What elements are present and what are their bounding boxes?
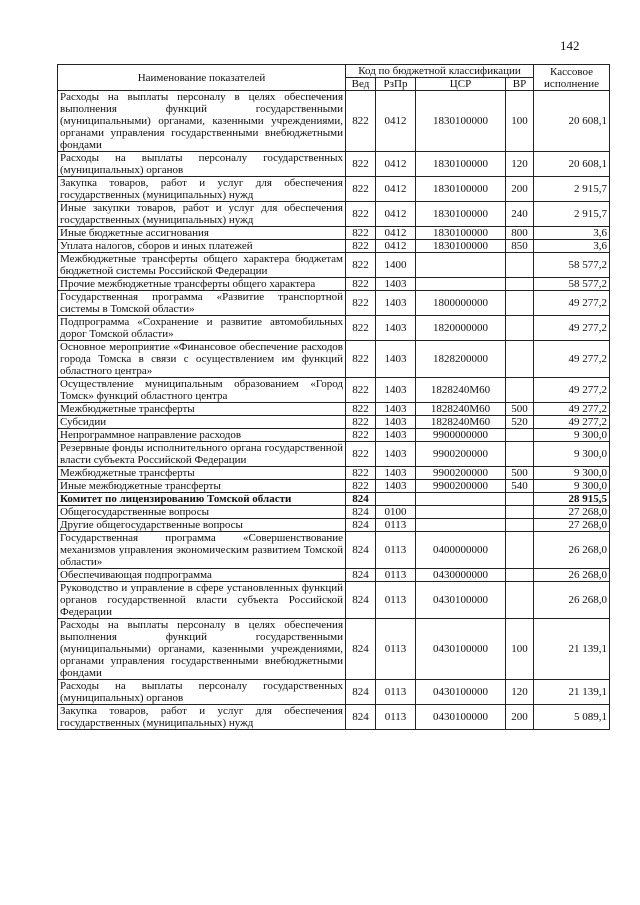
row-vr [506, 493, 534, 506]
row-csr: 0400000000 [416, 532, 506, 569]
table-row [58, 152, 610, 177]
row-vr: 500 [506, 403, 534, 416]
row-amount: 58 577,2 [534, 278, 610, 291]
row-csr: 1830100000 [416, 240, 506, 253]
row-rzpr [376, 493, 416, 506]
row-csr: 1828240М60 [416, 403, 506, 416]
row-rzpr: 0113 [376, 619, 416, 680]
row-name: Непрограммное направление расходов [58, 429, 346, 442]
row-ved: 824 [346, 619, 376, 680]
row-ved: 822 [346, 291, 376, 316]
row-name: Подпрограмма «Сохранение и развитие автомобильных дорог Томской области» [58, 316, 346, 341]
row-vr [506, 253, 534, 278]
row-rzpr: 0113 [376, 569, 416, 582]
row-csr: 0430000000 [416, 569, 506, 582]
row-name: Субсидии [58, 416, 346, 429]
row-csr: 1820000000 [416, 316, 506, 341]
row-rzpr: 1403 [376, 429, 416, 442]
row-csr: 0430100000 [416, 705, 506, 730]
row-rzpr: 1403 [376, 467, 416, 480]
row-ved: 822 [346, 91, 376, 152]
row-rzpr: 0412 [376, 177, 416, 202]
row-ved: 824 [346, 705, 376, 730]
header-rzpr: РзПр [376, 78, 416, 91]
row-ved: 824 [346, 569, 376, 582]
row-name: Иные закупки товаров, работ и услуг для обеспечения государственных (муниципальных) нужд [58, 202, 346, 227]
row-amount: 9 300,0 [534, 429, 610, 442]
row-amount: 49 277,2 [534, 403, 610, 416]
row-ved: 824 [346, 493, 376, 506]
table-row [58, 480, 610, 493]
row-name: Резервные фонды исполнительного органа государственной власти субъекта Российской Федерации [58, 442, 346, 467]
row-csr: 1830100000 [416, 177, 506, 202]
row-csr: 0430100000 [416, 619, 506, 680]
row-name: Руководство и управление в сфере установленных функций органов государственной власти субъекта Российской Федерации [58, 582, 346, 619]
row-ved: 822 [346, 253, 376, 278]
row-amount: 20 608,1 [534, 152, 610, 177]
row-ved: 822 [346, 467, 376, 480]
row-name: Иные бюджетные ассигнования [58, 227, 346, 240]
row-ved: 822 [346, 480, 376, 493]
row-csr: 1830100000 [416, 202, 506, 227]
row-csr: 1830100000 [416, 91, 506, 152]
row-csr [416, 278, 506, 291]
row-vr [506, 291, 534, 316]
row-amount: 26 268,0 [534, 582, 610, 619]
row-vr: 120 [506, 680, 534, 705]
row-vr: 850 [506, 240, 534, 253]
table-row [58, 506, 610, 519]
row-ved: 822 [346, 429, 376, 442]
row-ved: 822 [346, 341, 376, 378]
row-rzpr: 1403 [376, 416, 416, 429]
row-amount: 9 300,0 [534, 467, 610, 480]
row-name: Основное мероприятие «Финансовое обеспечение расходов города Томска в связи с осуществлением им функций областного центра» [58, 341, 346, 378]
row-name: Общегосударственные вопросы [58, 506, 346, 519]
row-vr [506, 582, 534, 619]
row-rzpr: 0113 [376, 582, 416, 619]
row-amount: 2 915,7 [534, 202, 610, 227]
row-amount: 2 915,7 [534, 177, 610, 202]
row-amount: 49 277,2 [534, 316, 610, 341]
budget-table [57, 64, 610, 730]
row-amount: 5 089,1 [534, 705, 610, 730]
row-amount: 49 277,2 [534, 416, 610, 429]
row-rzpr: 0412 [376, 152, 416, 177]
header-code-group: Код по бюджетной классификации [346, 65, 534, 78]
table-row [58, 582, 610, 619]
row-csr: 1830100000 [416, 227, 506, 240]
row-amount: 20 608,1 [534, 91, 610, 152]
table-row [58, 378, 610, 403]
row-csr: 1800000000 [416, 291, 506, 316]
row-amount: 27 268,0 [534, 506, 610, 519]
row-name: Комитет по лицензированию Томской области [58, 493, 346, 506]
row-vr: 540 [506, 480, 534, 493]
row-rzpr: 0412 [376, 202, 416, 227]
row-name: Другие общегосударственные вопросы [58, 519, 346, 532]
row-ved: 824 [346, 680, 376, 705]
row-rzpr: 0113 [376, 532, 416, 569]
row-name: Закупка товаров, работ и услуг для обеспечения государственных (муниципальных) нужд [58, 705, 346, 730]
row-vr: 200 [506, 705, 534, 730]
row-name: Иные межбюджетные трансферты [58, 480, 346, 493]
row-rzpr: 0113 [376, 519, 416, 532]
row-name: Расходы на выплаты персоналу государственных (муниципальных) органов [58, 152, 346, 177]
row-csr: 9900000000 [416, 429, 506, 442]
table-row [58, 519, 610, 532]
row-ved: 824 [346, 506, 376, 519]
row-amount: 27 268,0 [534, 519, 610, 532]
row-vr: 120 [506, 152, 534, 177]
row-vr [506, 442, 534, 467]
row-rzpr: 0412 [376, 91, 416, 152]
row-csr [416, 506, 506, 519]
row-amount: 26 268,0 [534, 569, 610, 582]
row-amount: 21 139,1 [534, 680, 610, 705]
row-ved: 822 [346, 442, 376, 467]
table-row [58, 291, 610, 316]
row-name: Государственная программа «Развитие транспортной системы в Томской области» [58, 291, 346, 316]
row-csr: 9900200000 [416, 442, 506, 467]
row-rzpr: 1403 [376, 378, 416, 403]
row-ved: 822 [346, 316, 376, 341]
row-rzpr: 0412 [376, 227, 416, 240]
row-name: Государственная программа «Совершенствование механизмов управления экономическим развитием Томской области» [58, 532, 346, 569]
row-name: Расходы на выплаты персоналу в целях обеспечения выполнения функций государственными (муниципальными) органами, казенными учреждениями, органами управления государственными внебюджетными фондами [58, 91, 346, 152]
row-ved: 822 [346, 177, 376, 202]
table-row [58, 467, 610, 480]
row-vr: 100 [506, 619, 534, 680]
row-name: Прочие межбюджетные трансферты общего характера [58, 278, 346, 291]
row-rzpr: 0100 [376, 506, 416, 519]
row-vr [506, 519, 534, 532]
row-csr: 1830100000 [416, 152, 506, 177]
row-amount: 9 300,0 [534, 480, 610, 493]
row-rzpr: 1403 [376, 291, 416, 316]
row-rzpr: 0412 [376, 240, 416, 253]
row-amount: 26 268,0 [534, 532, 610, 569]
row-vr: 500 [506, 467, 534, 480]
row-name: Расходы на выплаты персоналу государственных (муниципальных) органов [58, 680, 346, 705]
row-rzpr: 1400 [376, 253, 416, 278]
row-name: Межбюджетные трансферты [58, 403, 346, 416]
row-vr [506, 532, 534, 569]
row-csr: 0430100000 [416, 582, 506, 619]
row-name: Расходы на выплаты персоналу в целях обеспечения выполнения функций государственными (муниципальными) органами, казенными учреждениями, органами управления государственными внебюджетными фондами [58, 619, 346, 680]
table-body [58, 91, 610, 730]
table-row [58, 403, 610, 416]
row-rzpr: 1403 [376, 341, 416, 378]
row-vr [506, 341, 534, 378]
row-name: Межбюджетные трансферты общего характера бюджетам бюджетной системы Российской Федерации [58, 253, 346, 278]
row-vr: 100 [506, 91, 534, 152]
row-amount: 21 139,1 [534, 619, 610, 680]
table-row [58, 532, 610, 569]
table-row [58, 253, 610, 278]
row-ved: 824 [346, 532, 376, 569]
table-row [58, 680, 610, 705]
table-row [58, 569, 610, 582]
row-vr [506, 429, 534, 442]
row-rzpr: 0113 [376, 705, 416, 730]
row-amount: 3,6 [534, 227, 610, 240]
table-row [58, 316, 610, 341]
row-csr: 9900200000 [416, 467, 506, 480]
row-csr: 1828240М60 [416, 416, 506, 429]
row-ved: 822 [346, 227, 376, 240]
row-csr [416, 519, 506, 532]
row-ved: 824 [346, 519, 376, 532]
row-rzpr: 1403 [376, 316, 416, 341]
row-amount: 49 277,2 [534, 341, 610, 378]
header-name: Наименование показателей [58, 65, 346, 91]
row-name: Межбюджетные трансферты [58, 467, 346, 480]
table-row [58, 416, 610, 429]
row-vr: 200 [506, 177, 534, 202]
row-vr [506, 569, 534, 582]
table-row [58, 705, 610, 730]
row-vr [506, 278, 534, 291]
row-amount: 58 577,2 [534, 253, 610, 278]
row-csr: 1828240М60 [416, 378, 506, 403]
page-number: 142 [560, 38, 580, 53]
table-row [58, 619, 610, 680]
row-ved: 822 [346, 152, 376, 177]
header-vr: ВР [506, 78, 534, 91]
header-ved: Вед [346, 78, 376, 91]
row-name: Осуществление муниципальным образованием «Город Томск» функций областного центра [58, 378, 346, 403]
row-vr [506, 506, 534, 519]
row-ved: 822 [346, 416, 376, 429]
table-row [58, 240, 610, 253]
row-rzpr: 1403 [376, 278, 416, 291]
table-row [58, 278, 610, 291]
row-csr: 1828200000 [416, 341, 506, 378]
row-vr [506, 378, 534, 403]
row-amount: 3,6 [534, 240, 610, 253]
row-name: Уплата налогов, сборов и иных платежей [58, 240, 346, 253]
table-row [58, 177, 610, 202]
row-amount: 49 277,2 [534, 378, 610, 403]
row-amount: 9 300,0 [534, 442, 610, 467]
table-row [58, 493, 610, 506]
row-csr: 0430100000 [416, 680, 506, 705]
table-row [58, 202, 610, 227]
row-rzpr: 0113 [376, 680, 416, 705]
row-csr: 9900200000 [416, 480, 506, 493]
header-amount: Кассовое исполнение [534, 65, 610, 91]
row-vr: 240 [506, 202, 534, 227]
row-ved: 822 [346, 378, 376, 403]
row-amount: 28 915,5 [534, 493, 610, 506]
row-amount: 49 277,2 [534, 291, 610, 316]
row-vr: 800 [506, 227, 534, 240]
table-row [58, 429, 610, 442]
row-rzpr: 1403 [376, 403, 416, 416]
row-rzpr: 1403 [376, 480, 416, 493]
row-rzpr: 1403 [376, 442, 416, 467]
row-csr [416, 253, 506, 278]
row-ved: 822 [346, 403, 376, 416]
row-ved: 822 [346, 278, 376, 291]
row-ved: 824 [346, 582, 376, 619]
row-ved: 822 [346, 202, 376, 227]
table-row [58, 341, 610, 378]
row-vr [506, 316, 534, 341]
row-ved: 822 [346, 240, 376, 253]
header-csr: ЦСР [416, 78, 506, 91]
row-vr: 520 [506, 416, 534, 429]
row-csr [416, 493, 506, 506]
table-row [58, 442, 610, 467]
row-name: Закупка товаров, работ и услуг для обеспечения государственных (муниципальных) нужд [58, 177, 346, 202]
table-row [58, 227, 610, 240]
table-row [58, 91, 610, 152]
row-name: Обеспечивающая подпрограмма [58, 569, 346, 582]
